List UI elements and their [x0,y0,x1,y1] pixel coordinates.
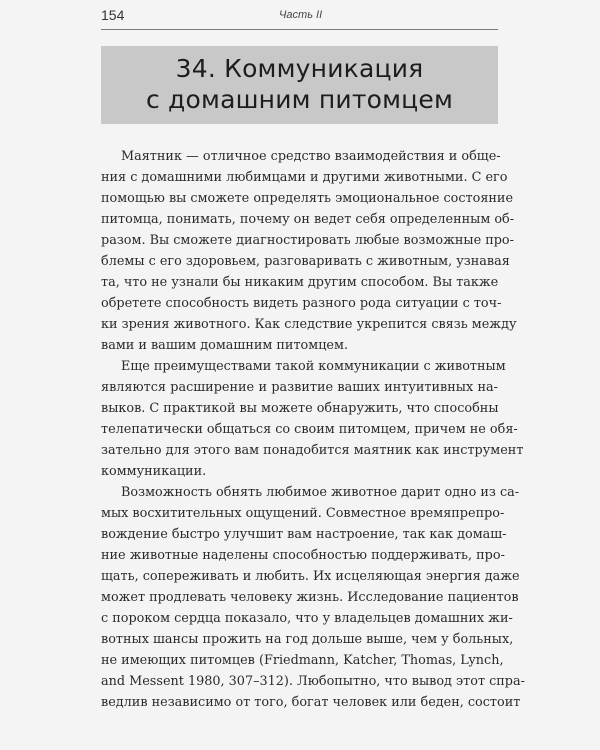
body-text [101,146,525,713]
text-line: с пороком сердца показало, что у владельцев домашних жи- [101,611,513,626]
text-line: мых восхитительных ощущений. Совместное времяпрепро- [101,506,505,521]
page-header [101,6,498,26]
text-line: ки зрения животного. Как следствие укрепится связь между [101,317,517,332]
text-line: коммуникации. [101,464,207,479]
header-rule [101,29,498,30]
text-line: блемы с его здоровьем, разговаривать с животным, узнавая [101,254,510,269]
page-number: 154 [101,7,125,23]
text-line: Еще преимуществами такой коммуникации с животным [121,359,506,374]
text-line: вами и вашим домашним питомцем. [101,338,349,353]
text-line: выков. С практикой вы можете обнаружить, что способны [101,401,499,416]
chapter-title-line-2: с домашним питомцем [145,85,454,114]
text-line: обретете способность видеть разного рода ситуации с точ- [101,296,502,311]
paragraph-2 [101,356,524,482]
text-line: не имеющих питомцев (Friedmann, Katcher, Thomas, Lynch, [101,653,504,668]
text-line: вождение быстро улучшит вам настроение, так как домаш- [101,527,507,542]
text-line: являются расширение и развитие ваших интуитивных на- [101,380,498,395]
text-line: щать, сопереживать и любить. Их исцеляющая энергия даже [101,569,520,584]
text-line: та, что не узнали бы никаким другим способом. Вы также [101,275,499,290]
text-line: телепатически общаться со своим питомцем, причем не обя- [101,422,518,437]
running-head: Часть II [279,9,323,21]
text-line: ведлив независимо от того, богат человек или беден, состоит [101,695,521,710]
text-line: ние животные наделены способностью поддерживать, про- [101,548,505,563]
text-line: питомца, понимать, почему он ведет себя определенным об- [101,212,515,227]
text-line: может продлевать человеку жизнь. Исследование пациентов [101,590,519,605]
paragraph-1 [101,146,517,356]
text-line: вотных шансы прожить на год дольше выше, чем у больных, [101,632,514,647]
text-line: and Messent 1980, 307–312). Любопытно, что вывод этот спра- [101,674,525,689]
paragraph-3 [101,482,525,713]
text-line: Возможность обнять любимое животное дарит одно из са- [121,485,520,500]
text-line: помощью вы сможете определять эмоциональное состояние [101,191,514,206]
text-line: Маятник — отличное средство взаимодействия и обще- [121,149,501,164]
text-line: разом. Вы сможете диагностировать любые возможные про- [101,233,514,248]
chapter-title-box [101,46,498,124]
chapter-title-line-1: 34. Коммуникация [175,54,424,83]
text-line: зательно для этого вам понадобится маятник как инструмент [101,443,524,458]
text-line: ния с домашними любимцами и другими животными. С его [101,170,508,185]
